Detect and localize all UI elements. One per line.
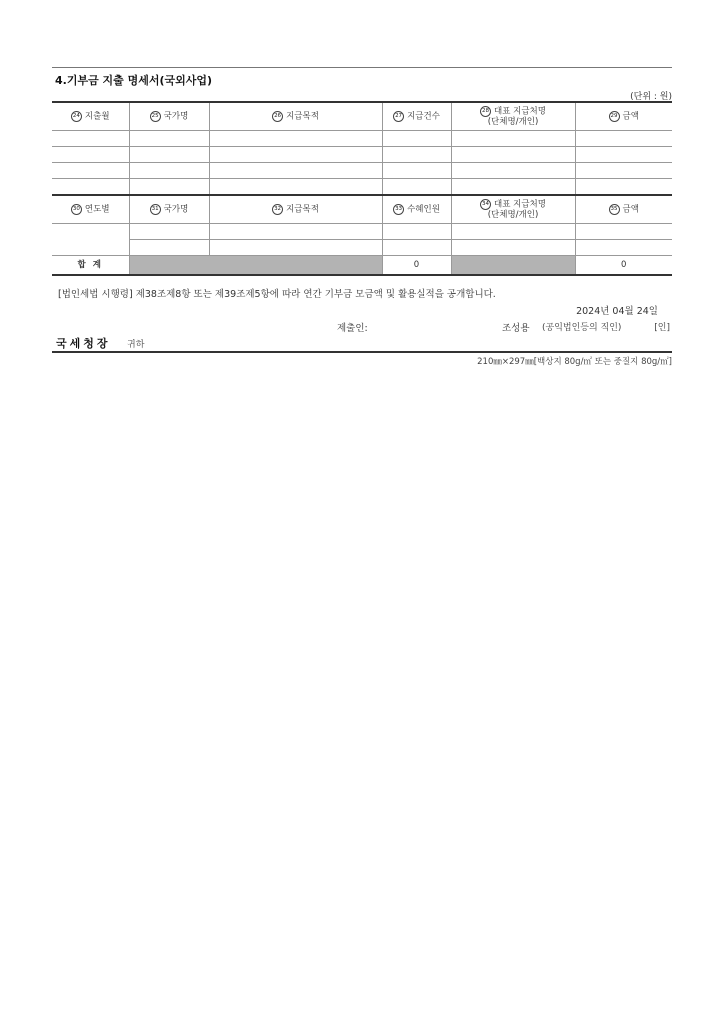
table1-row <box>52 131 672 147</box>
cell[interactable] <box>451 163 575 179</box>
cell[interactable] <box>129 179 209 196</box>
cell[interactable] <box>209 224 382 240</box>
sum-gray-cell <box>129 256 382 276</box>
header-representative-payee: 34 대표 지급처명 (단체명/개인) <box>451 195 575 224</box>
cell[interactable] <box>129 224 209 240</box>
cell[interactable] <box>575 224 672 240</box>
table1-row <box>52 147 672 163</box>
expenditure-table <box>52 101 672 276</box>
cell[interactable] <box>52 147 129 163</box>
table2-header-row <box>52 195 672 224</box>
sum-gray-cell <box>451 256 575 276</box>
header-beneficiaries: 33 수혜인원 <box>382 195 451 224</box>
cell[interactable] <box>451 147 575 163</box>
table2-row <box>52 224 672 240</box>
cell[interactable] <box>382 179 451 196</box>
table1-row <box>52 163 672 179</box>
recipient-suffix: 귀하 <box>127 340 145 350</box>
cell[interactable] <box>52 179 129 196</box>
header-payment-count: 27 지급건수 <box>382 102 451 131</box>
form-title: 4.기부금 지출 명세서(국외사업) <box>55 74 213 87</box>
cell[interactable] <box>382 224 451 240</box>
cell[interactable] <box>575 240 672 256</box>
seal-mark: [인] <box>654 323 670 333</box>
submission-date: 2024년 04월 24일 <box>576 306 658 317</box>
submitter-label: 제출인: <box>337 323 368 334</box>
table1-row <box>52 179 672 196</box>
cell[interactable] <box>382 163 451 179</box>
cell[interactable] <box>451 224 575 240</box>
sum-row <box>52 256 672 276</box>
cell[interactable] <box>129 240 209 256</box>
header-country: 31 국가명 <box>129 195 209 224</box>
cell[interactable] <box>382 240 451 256</box>
cell[interactable] <box>129 131 209 147</box>
cell[interactable] <box>451 131 575 147</box>
cell[interactable] <box>382 131 451 147</box>
cell[interactable] <box>575 163 672 179</box>
header-country: 25 국가명 <box>129 102 209 131</box>
cell[interactable] <box>209 131 382 147</box>
submitter-name: 조성용 <box>502 323 530 334</box>
submitter-role: (공익법인등의 직인) <box>542 323 622 333</box>
header-amount: 35 금액 <box>575 195 672 224</box>
cell[interactable] <box>129 163 209 179</box>
header-year: 30 연도별 <box>52 195 129 224</box>
header-expense-month: 24 지출월 <box>52 102 129 131</box>
header-representative-payee: 28 대표 지급처명 (단체명/개인) <box>451 102 575 131</box>
header-purpose: 26 지급목적 <box>209 102 382 131</box>
sum-recipients-total: 0 <box>382 256 451 276</box>
year-cell[interactable] <box>52 224 129 256</box>
cell[interactable] <box>209 240 382 256</box>
header-purpose: 32 지급목적 <box>209 195 382 224</box>
top-rule <box>52 67 672 68</box>
header-amount: 29 금액 <box>575 102 672 131</box>
legal-notice: [법인세법 시행령] 제38조제8항 또는 제39조제5항에 따라 연간 기부금 모금액 및 활용실적을 공개합니다. <box>58 289 496 300</box>
cell[interactable] <box>52 131 129 147</box>
paper-spec: 210㎜×297㎜[백상지 80g/㎡ 또는 중질지 80g/㎡] <box>477 357 672 367</box>
sum-amount-total: 0 <box>575 256 672 276</box>
recipient: 국세청장 <box>56 337 111 350</box>
unit-label: (단위 : 원) <box>630 92 672 102</box>
table2-row <box>52 240 672 256</box>
bottom-rule <box>52 351 672 353</box>
cell[interactable] <box>52 163 129 179</box>
cell[interactable] <box>451 179 575 196</box>
table1-header-row <box>52 102 672 131</box>
cell[interactable] <box>382 147 451 163</box>
cell[interactable] <box>129 147 209 163</box>
cell[interactable] <box>575 131 672 147</box>
sum-label: 합 계 <box>52 256 129 276</box>
cell[interactable] <box>209 163 382 179</box>
cell[interactable] <box>209 179 382 196</box>
cell[interactable] <box>451 240 575 256</box>
cell[interactable] <box>209 147 382 163</box>
cell[interactable] <box>575 147 672 163</box>
cell[interactable] <box>575 179 672 196</box>
